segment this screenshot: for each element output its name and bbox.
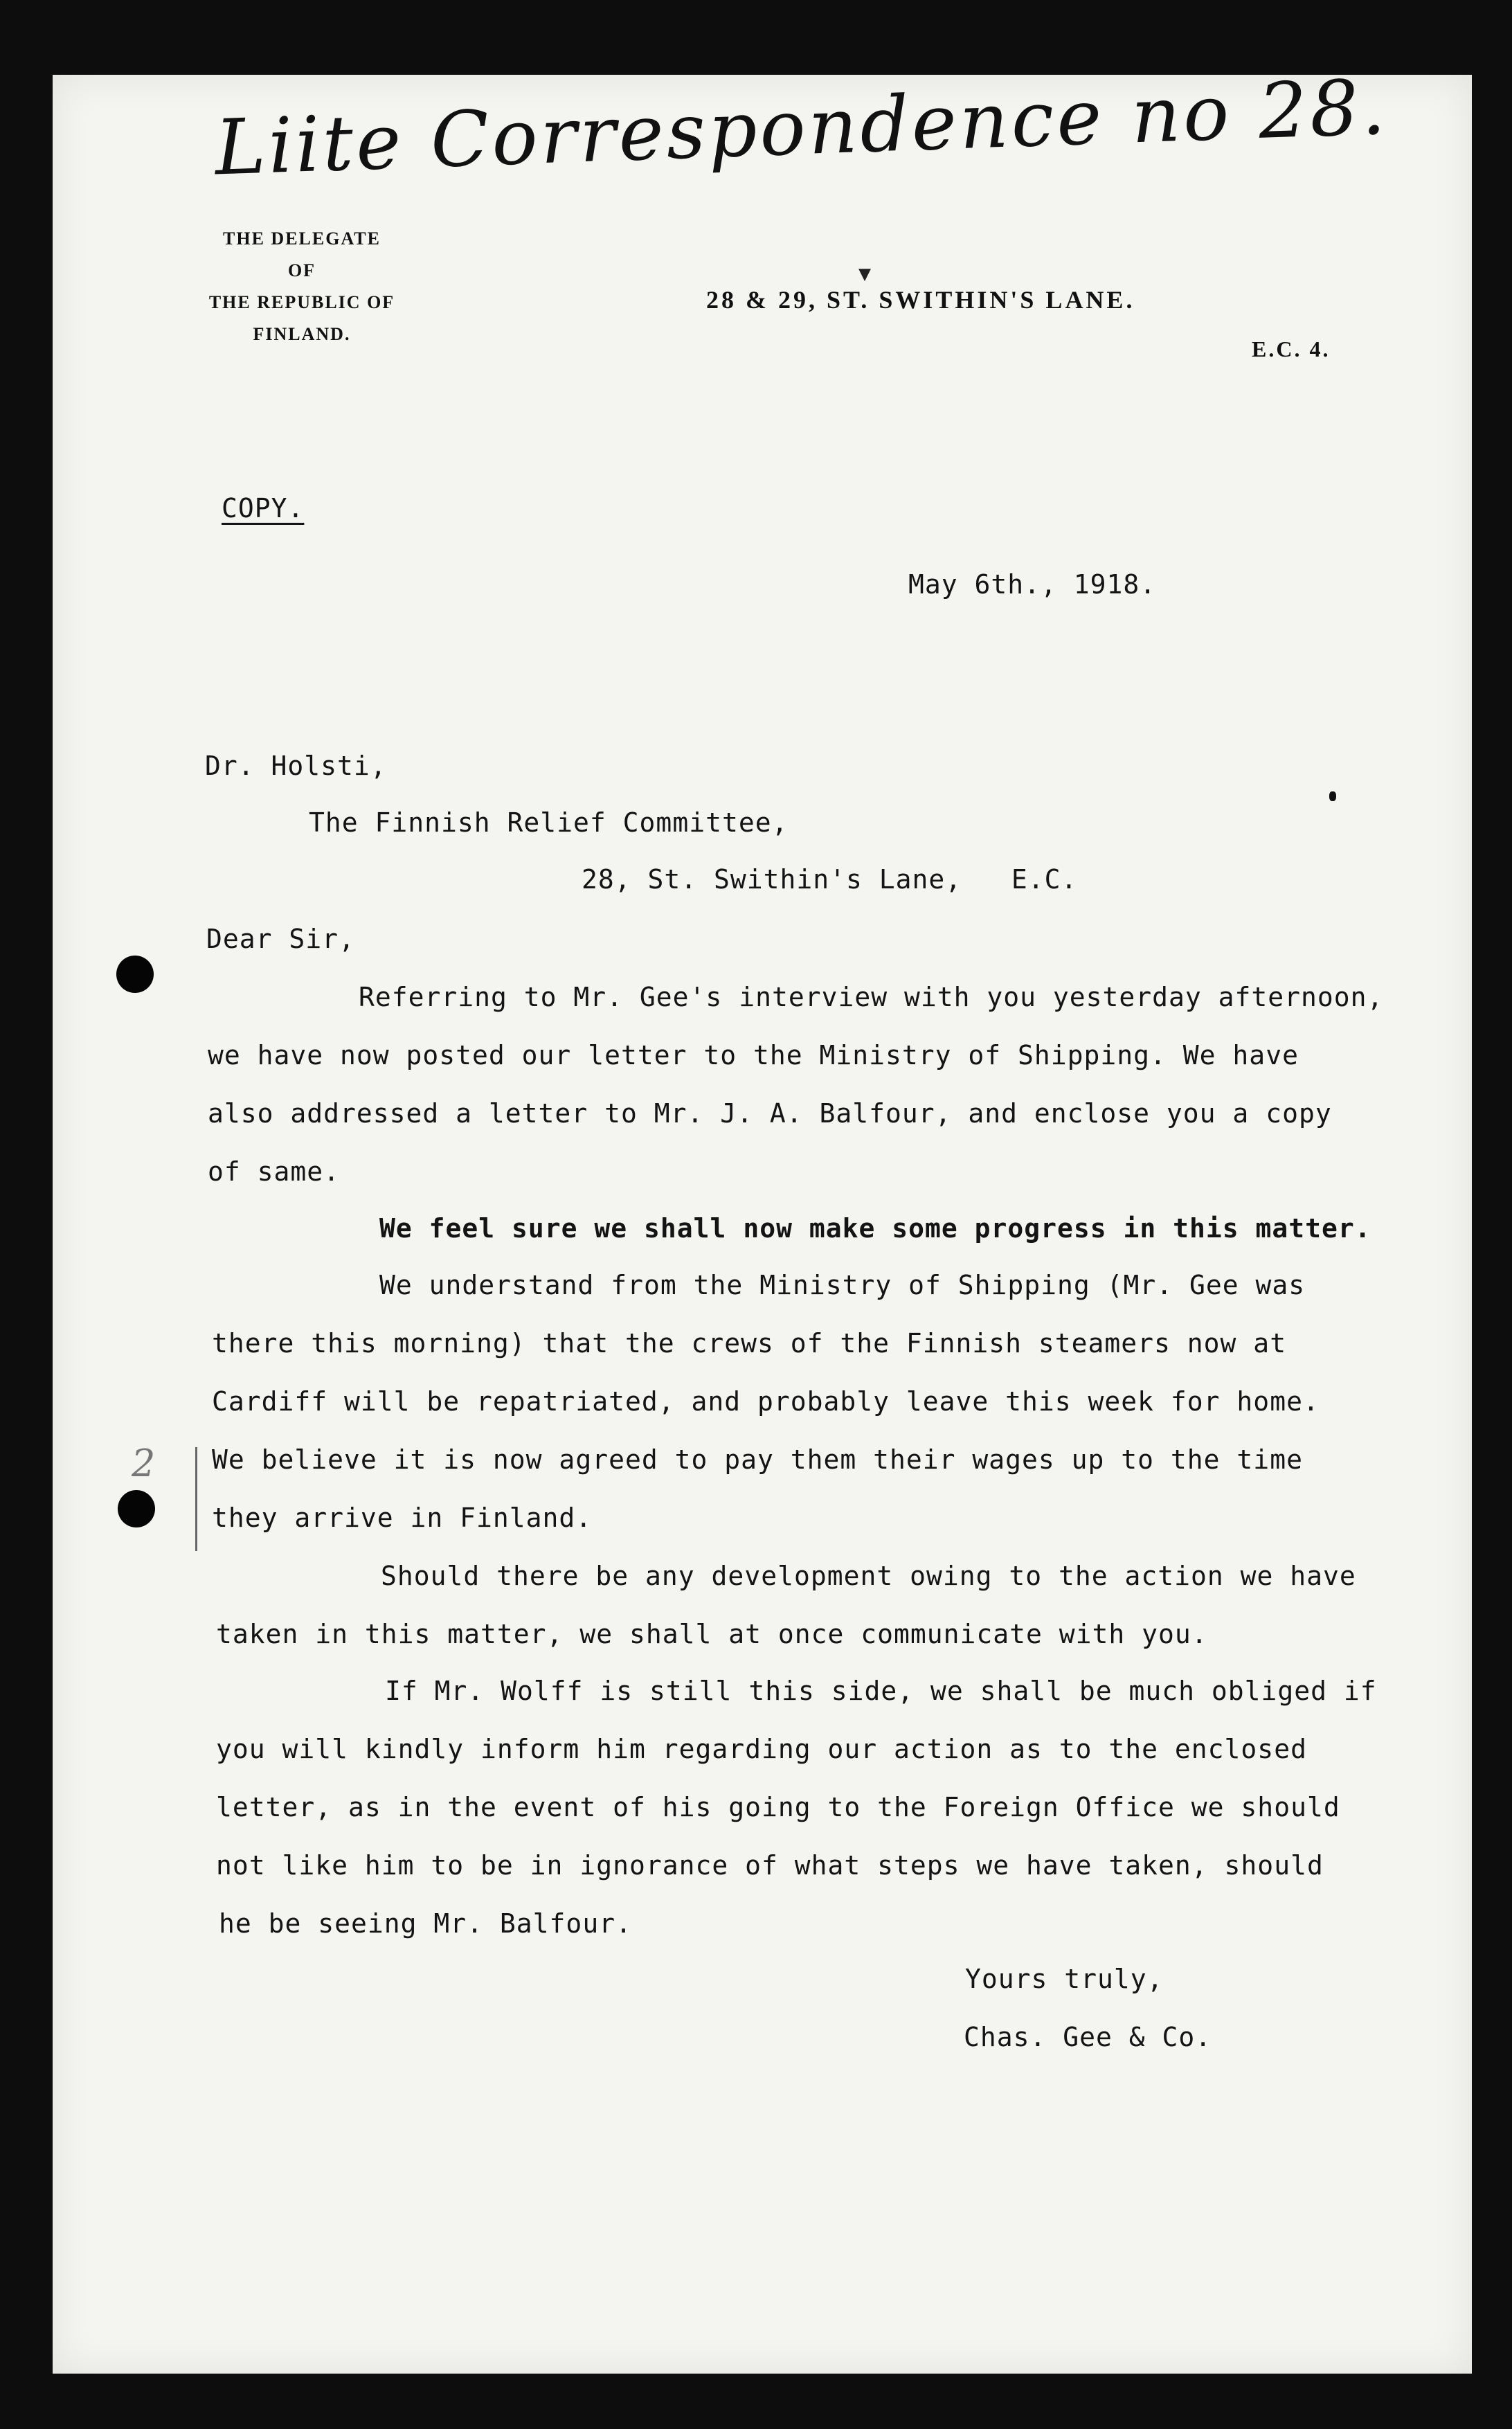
margin-number: 2	[132, 1442, 156, 1485]
body-line: letter, as in the event of his going to the Foreign Office we should	[216, 1792, 1340, 1822]
recipient-name: Dr. Holsti,	[205, 751, 387, 781]
body-line: We understand from the Ministry of Shipping (Mr. Gee was	[379, 1270, 1306, 1300]
body-line: If Mr. Wolff is still this side, we shall be much obliged if	[385, 1676, 1377, 1706]
letter-date: May 6th., 1918.	[908, 569, 1157, 600]
letterhead-line: FINLAND.	[253, 324, 351, 344]
punch-hole	[118, 1490, 155, 1527]
letterhead-sender	[156, 223, 447, 350]
body-line: also addressed a letter to Mr. J. A. Balfour, and enclose you a copy	[208, 1098, 1332, 1129]
margin-line	[195, 1447, 197, 1551]
signature: Chas. Gee & Co.	[964, 2022, 1212, 2052]
body-line: of same.	[208, 1156, 341, 1187]
body-line: he be seeing Mr. Balfour.	[219, 1908, 632, 1939]
body-line: you will kindly inform him regarding our action as to the enclosed	[216, 1734, 1307, 1764]
body-line: Should there be any development owing to the action we have	[381, 1561, 1356, 1591]
punch-hole	[116, 956, 154, 993]
salutation: Dear Sir,	[206, 924, 355, 954]
recipient-address: 28, St. Swithin's Lane, E.C.	[582, 864, 1078, 895]
body-line: we have now posted our letter to the Ministry of Shipping. We have	[208, 1040, 1299, 1070]
letterhead-postcode: E.C. 4.	[1252, 337, 1331, 361]
body-line: there this morning) that the crews of the Finnish steamers now at	[212, 1328, 1287, 1359]
letterhead-line: THE DELEGATE	[223, 228, 381, 249]
ink-mark-icon: ▼	[858, 262, 872, 286]
body-line: they arrive in Finland.	[212, 1503, 593, 1533]
closing: Yours truly,	[965, 1964, 1164, 1994]
recipient-organisation: The Finnish Relief Committee,	[309, 807, 789, 838]
body-line: not like him to be in ignorance of what steps we have taken, should	[216, 1850, 1324, 1881]
letterhead-line: OF	[287, 260, 316, 280]
letterhead-address: 28 & 29, ST. SWITHIN'S LANE.	[706, 286, 1135, 314]
body-line: taken in this matter, we shall at once communicate with you.	[216, 1619, 1208, 1649]
body-line: We believe it is now agreed to pay them their wages up to the time	[212, 1444, 1303, 1475]
body-line: We feel sure we shall now make some progress in this matter.	[379, 1213, 1371, 1244]
body-line: Referring to Mr. Gee's interview with you yesterday afternoon,	[359, 982, 1384, 1012]
bleed-through-text	[177, 559, 192, 588]
ink-speck	[1329, 791, 1336, 801]
body-line: Cardiff will be repatriated, and probably leave this week for home.	[212, 1386, 1320, 1417]
letterhead-line: THE REPUBLIC OF	[208, 292, 395, 312]
handwritten-annotation: Liite Correspondence no 28.	[213, 62, 1389, 192]
copy-label: COPY.	[222, 493, 305, 523]
